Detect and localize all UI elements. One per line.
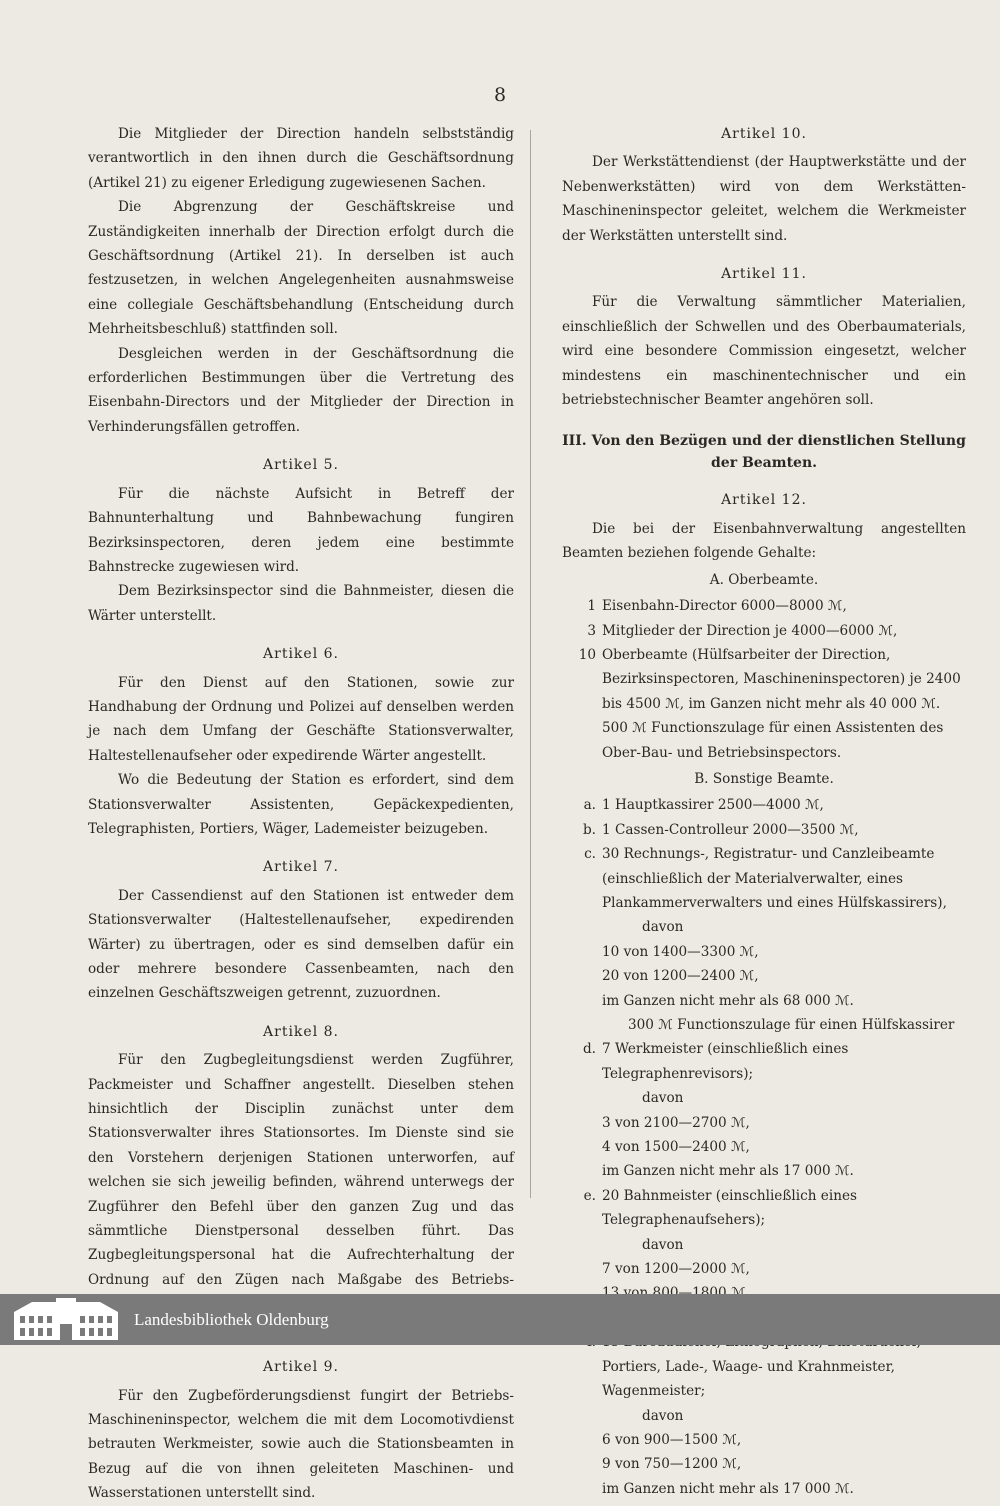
paragraph: Für die Verwaltung sämmtlicher Materialien, einschließlich der Schwellen und des Oberbaumaterials, wird eine besondere Commission eingesetzt, welcher mindestens ein maschinentechnischer und ein betriebstechnischer Beamter angehören soll. <box>562 294 966 409</box>
paragraph: Die bei der Eisenbahnverwaltung angestellten Beamten beziehen folgende Gehalte: <box>562 520 966 562</box>
list-item <box>562 842 966 915</box>
list-marker: 3 <box>587 622 596 639</box>
list-item <box>562 643 966 716</box>
list-text: 20 Bahnmeister (einschließlich eines Telegraphenaufsehers); <box>602 1187 857 1229</box>
list-marker: a. <box>583 797 596 814</box>
paragraph: Für die nächste Aufsicht in Betreff der Bahnunterhaltung und Bahnbewachung fungiren Bezirksinspectoren, deren jedem eine bestimmte Bahnstrecke zugewiesen wird. <box>88 485 514 575</box>
paragraph: Der Werkstättendienst (der Hauptwerkstätte und der Nebenwerkstätten) wird von dem Werkstätten-Maschineninspector geleitet, welchem die Werkmeister der Werkstätten unterstellt sind. <box>562 154 966 244</box>
article-11-title: Artikel 11. <box>721 266 807 283</box>
library-building-icon <box>12 1298 120 1342</box>
sub-line: 9 von 750—1200 ℳ, <box>602 1456 742 1473</box>
list-marker: 10 <box>578 646 596 663</box>
subheading-sonstige: B. Sonstige Beamte. <box>694 770 834 787</box>
paragraph: Wo die Bedeutung der Station es erfordert, sind dem Stationsverwalter Assistenten, Gepäckexpedienten, Telegraphisten, Portiers, Wäger, Lademeister beizugeben. <box>88 772 514 837</box>
list-text: Eisenbahn-Director 6000—8000 ℳ, <box>602 598 847 615</box>
list-item <box>562 619 966 643</box>
paragraph: Die Abgrenzung der Geschäftskreise und Zuständigkeiten innerhalb der Direction erfolgt durch die Geschäftsordnung (Artikel 21). In derselben ist auch festzusetzen, in welchen Angelegenheiten ausnahmsweise eine collegiale Geschäftsbehandlung (Entscheidung durch Mehrheitsbeschluß) stattfinden soll. <box>88 199 514 338</box>
paragraph: Für den Zugbeförderungsdienst fungirt der Betriebs-Maschineninspector, welchem die mit dem Locomotivdienst betrauten Werkmeister, sowie auch die Stationsbeamten in Bezug auf die von ihnen geleiteten Maschinen- und Wasserstationen unterstellt sind. <box>88 1387 514 1502</box>
davon-label: davon <box>642 919 684 936</box>
list-text: Oberbeamte (Hülfsarbeiter der Direction, Bezirksinspectoren, Maschineninspectoren) je 2400 bis 4500 ℳ, im Ganzen nicht mehr als 40 000 ℳ. <box>602 646 961 712</box>
library-name: Landesbibliothek Oldenburg <box>134 1309 329 1329</box>
list-item <box>562 793 966 817</box>
sub-line: im Ganzen nicht mehr als 17 000 ℳ. <box>602 1163 854 1180</box>
article-10-title: Artikel 10. <box>721 126 807 142</box>
sub-line: 4 von 1500—2400 ℳ, <box>602 1139 750 1156</box>
list-text: 1 Hauptkassirer 2500—4000 ℳ, <box>602 797 824 814</box>
list-marker: d. <box>582 1041 596 1058</box>
article-9-title: Artikel 9. <box>263 1359 339 1376</box>
paragraph: Desgleichen werden in der Geschäftsordnung die erforderlichen Bestimmungen über die Vertretung des Eisenbahn-Directors und der Mitglieder der Direction in Verhinderungsfällen getroffen. <box>88 345 514 435</box>
sub-line: 7 von 1200—2000 ℳ, <box>602 1261 750 1278</box>
paragraph: Für den Zugbegleitungsdienst werden Zugführer, Packmeister und Schaffner angestellt. Dieselben stehen hinsichtlich der Disciplin zunächst unter dem Stationsverwalter ihres Stationsortes. Im Dienste sind sie den Vorstehern derjenigen Stationen unterworfen, auf welchen sie sich jeweilig befinden, während unterwegs der Zugführer den Befehl über den ganzen Zug und das sämmtliche Dienstpersonal desselben führt. Das Zugbegleitungspersonal hat die Aufrechterhaltung der Ordnung auf den Zügen nach Maßgabe des Betriebs- <box>88 1052 514 1288</box>
article-5-title: Artikel 5. <box>263 457 339 474</box>
library-footer <box>0 1294 1000 1345</box>
sub-line: 3 von 2100—2700 ℳ, <box>602 1114 750 1131</box>
list-marker: c. <box>584 846 596 863</box>
paragraph: Die Mitglieder der Direction handeln selbstständig verantwortlich in den ihnen durch die Geschäftsordnung (Artikel 21) zu eigener Erledigung zugewiesenen Sachen. <box>88 126 514 191</box>
list-text: Portiers, Lade-, Waage- und Krahnmeister, Wagenmeister; <box>602 1358 895 1400</box>
section-3-heading: III. Von den Bezügen und der dienstlichen Stellung der Beamten. <box>562 433 966 472</box>
paragraph: Dem Bezirksinspector sind die Bahnmeister, diesen die Wärter unterstellt. <box>88 583 514 624</box>
paragraph: Für den Dienst auf den Stationen, sowie zur Handhabung der Ordnung und Polizei auf denselben werden je nach dem Umfang der Geschäfte Stationsverwalter, Haltestellenaufseher oder expedirende Wärter angestellt. <box>88 674 514 764</box>
list-item <box>562 818 966 842</box>
list-item <box>562 1037 966 1086</box>
sub-line: im Ganzen nicht mehr als 17 000 ℳ. <box>602 1480 854 1497</box>
sub-line: 6 von 900—1500 ℳ, <box>602 1431 742 1448</box>
subheading-oberbeamte: A. Oberbeamte. <box>709 571 819 588</box>
list-item <box>562 1184 966 1233</box>
article-6-title: Artikel 6. <box>263 646 339 663</box>
sub-line: 10 von 1400—3300 ℳ, <box>602 943 759 960</box>
column-divider <box>530 130 531 1198</box>
sub-line: 20 von 1200—2400 ℳ, <box>602 968 759 985</box>
article-12-title: Artikel 12. <box>721 492 807 509</box>
davon-label: davon <box>642 1090 684 1107</box>
list-marker: e. <box>583 1187 596 1204</box>
list-text: Mitglieder der Direction je 4000—6000 ℳ, <box>602 622 898 639</box>
functionszulage-note: 300 ℳ Functionszulage für einen Hülfskassirer <box>628 1017 955 1033</box>
page-number: 8 <box>493 84 507 106</box>
list-item <box>562 594 966 618</box>
list-text: 7 Werkmeister (einschließlich eines Telegraphenrevisors); <box>602 1041 849 1082</box>
list-text: 30 Rechnungs-, Registratur- und Canzleibeamte (einschließlich der Materialverwalter, eines Plankammerverwalters und eines Hülfskassirers), <box>602 846 947 911</box>
list-marker: 1 <box>587 598 596 615</box>
article-7-title: Artikel 7. <box>263 859 339 876</box>
article-8-title: Artikel 8. <box>263 1023 339 1040</box>
functionszulage-note: 500 ℳ Functionszulage für einen Assistenten des Ober-Bau- und Betriebsinspectors. <box>602 720 944 761</box>
davon-label: davon <box>642 1407 684 1424</box>
paragraph: Der Cassendienst auf den Stationen ist entweder dem Stationsverwalter (Haltestellenaufseher, expedirenden Wärter) zu übertragen, oder es sind demselben dafür ein oder mehrere besondere Cassenbeamten, nach den einzelnen Geschäftszweigen getrennt, zuzuordnen. <box>88 887 514 1002</box>
list-text: 1 Cassen-Controlleur 2000—3500 ℳ, <box>602 821 859 838</box>
davon-label: davon <box>642 1236 684 1253</box>
list-marker: b. <box>582 821 596 838</box>
sub-line: im Ganzen nicht mehr als 68 000 ℳ. <box>602 992 854 1009</box>
